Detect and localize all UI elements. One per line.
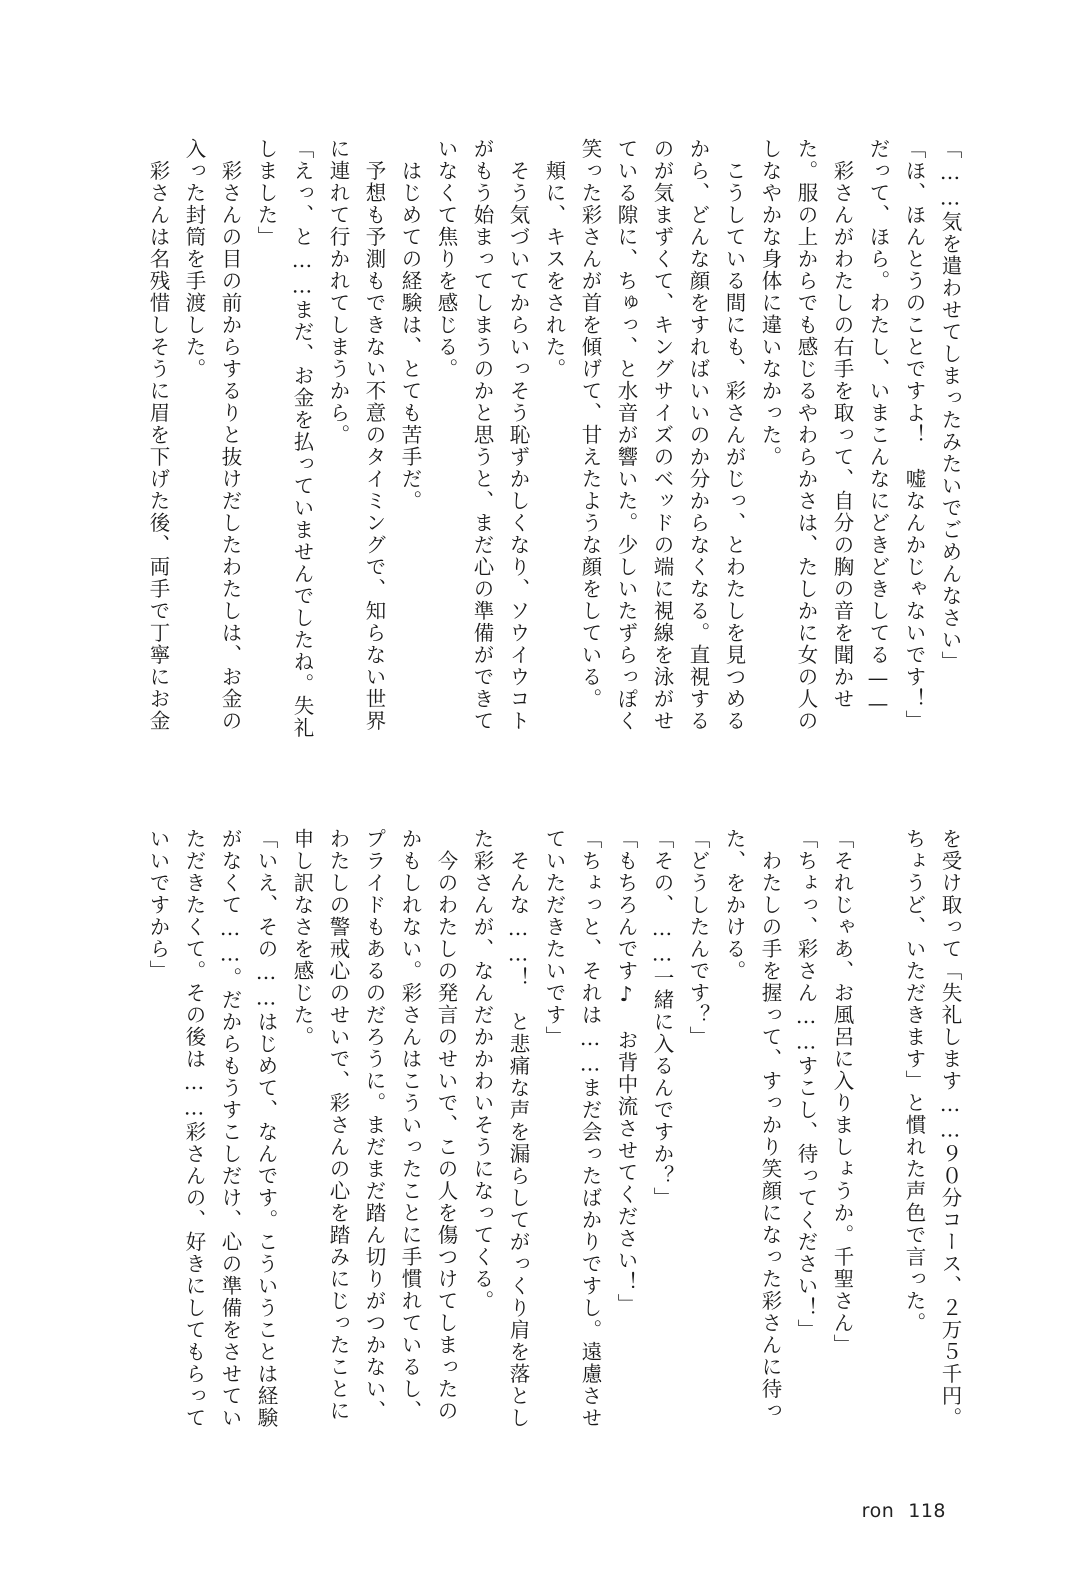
text-line: 彩さんの目の前からするりと抜けだしたわたしは、お金の	[218, 138, 242, 732]
text-line: 予想も予測もできない不意のタイミングで、知らない世界	[362, 138, 386, 732]
page-footer	[862, 1500, 946, 1522]
text-line: 今のわたしの発言のせいで、この人を傷つけてしまったの	[434, 828, 458, 1422]
text-line: た、をかける。	[722, 828, 746, 982]
text-line: いいですから」	[146, 828, 170, 982]
text-line: 「……気を遣わせてしまったみたいでごめんなさい」	[938, 138, 962, 673]
text-line: を受け取って「失礼します……９０分コース、２万５千円。	[938, 828, 962, 1429]
text-line: 彩さんは名残惜しそうに眉を下げた後、両手で丁寧にお金	[146, 138, 170, 732]
text-line: 申し訳なさを感じた。	[290, 828, 314, 1048]
text-line: そう気づいてからいっそう恥ずかしくなり、ソウイウコト	[506, 138, 530, 732]
text-line: ている隙に、ちゅっ、と水音が響いた。少しいたずらっぽく	[614, 138, 638, 732]
text-line: 「その、……一緒に入るんですか？」	[650, 828, 674, 1209]
text-line: 頬に、キスをされた。	[542, 138, 566, 380]
text-line: 「えっ、と……まだ、お金を払っていませんでしたね。失礼	[290, 138, 314, 739]
text-line: ていただきたいです」	[542, 828, 566, 1048]
text-line: 笑った彩さんが首を傾げて、甘えたような顔をしている。	[578, 138, 602, 710]
blank-line	[860, 828, 896, 1450]
text-line: 「いえ、その……はじめて、なんです。こういうことは経験	[254, 828, 278, 1429]
text-line: 「それじゃあ、お風呂に入りましょうか。千聖さん」	[830, 828, 854, 1356]
text-line: かもしれない。彩さんはこういったことに手慣れているし、	[398, 828, 422, 1422]
text-line: に連れて行かれてしまうから。	[326, 138, 350, 446]
text-line: しなやかな身体に違いなかった。	[758, 138, 782, 468]
text-line: ただきたくて。その後は……彩さんの、好きにしてもらって	[182, 828, 206, 1429]
text-line: わたしの警戒心のせいで、彩さんの心を踏みにじったことに	[326, 828, 350, 1422]
text-line: 「ちょっ、彩さん……すこし、待ってください！」	[794, 828, 818, 1341]
author-name: ron	[861, 1500, 895, 1522]
text-column-top	[146, 138, 968, 760]
text-line: た彩さんが、なんだかかわいそうになってくる。	[470, 828, 494, 1312]
text-line: 入った封筒を手渡した。	[182, 138, 206, 380]
text-line: 「ほ、ほんとうのことですよ！ 嘘なんかじゃないです！」	[902, 138, 926, 732]
text-line: のが気まずくて、キングサイズのベッドの端に視線を泳がせ	[650, 138, 674, 732]
text-line: から、どんな顔をすればいいのか分からなくなる。直視する	[686, 138, 710, 732]
text-line: 彩さんがわたしの右手を取って、自分の胸の音を聞かせ	[830, 138, 854, 710]
text-line: だって、ほら。わたし、いまこんなにどきどきしてる——	[866, 138, 890, 717]
text-line: いなくて焦りを感じる。	[434, 138, 458, 380]
text-line: そんな……！ と悲痛な声を漏らしてがっくり肩を落とし	[506, 828, 530, 1429]
text-column-bottom	[146, 828, 968, 1450]
text-line: プライドもあるのだろうに。まだまだ踏ん切りがつかない、	[362, 828, 386, 1422]
text-line: がもう始まってしまうのかと思うと、まだ心の準備ができて	[470, 138, 494, 732]
text-line: 「ちょっと、それは……まだ会ったばかりですし。遠慮させ	[578, 828, 602, 1429]
text-line: わたしの手を握って、すっかり笑顔になった彩さんに待っ	[758, 828, 782, 1422]
text-line: ちょうど、いただきます」と慣れた声色で言った。	[902, 828, 926, 1334]
text-line: こうしている間にも、彩さんがじっ、とわたしを見つめる	[722, 138, 746, 732]
text-line: はじめての経験は、とても苦手だ。	[398, 138, 422, 512]
text-line: 「もちろんです♪ お背中流させてください！」	[614, 828, 638, 1316]
text-line: 「どうしたんです？」	[686, 828, 710, 1048]
page-number: 118	[908, 1500, 946, 1522]
text-line: がなくて……。だからもうすこしだけ、心の準備をさせてい	[218, 828, 242, 1429]
text-line: しました」	[254, 138, 278, 248]
text-line: た。服の上からでも感じるやわらかさは、たしかに女の人の	[794, 138, 818, 732]
